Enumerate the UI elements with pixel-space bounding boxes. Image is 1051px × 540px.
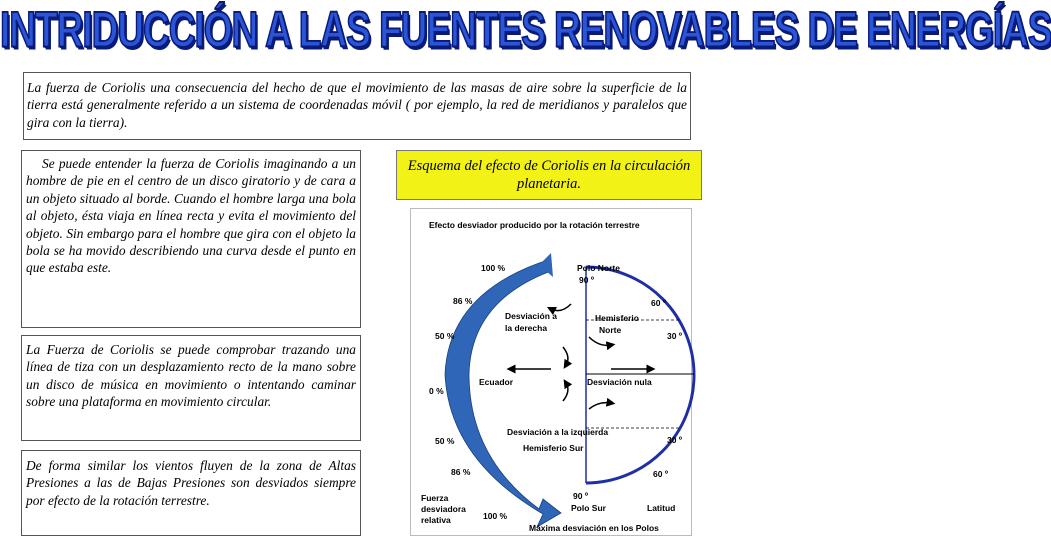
paragraph-vientos: De forma similar los vientos fluyen de la zona de Altas Presiones a las de Bajas Presiones son desviados siempre por efecto de la rotación terrestre. xyxy=(21,450,361,536)
label-hemisferio-norte-2: Norte xyxy=(599,325,622,335)
nh-arrow-3 xyxy=(563,347,568,365)
sh-arrow-1 xyxy=(563,383,568,401)
label-la-derecha: la derecha xyxy=(505,323,548,333)
label-relativa: relativa xyxy=(421,515,451,525)
label-100-top: 100 % xyxy=(481,263,506,273)
label-86-bottom: 86 % xyxy=(451,467,471,477)
page-title: INTRIDUCCIÓN A LAS FUENTES RENOVABLES DE ENERGÍAS xyxy=(0,2,1051,58)
figure-heading: Efecto desviador producido por la rotación terrestre xyxy=(429,220,640,230)
coriolis-diagram xyxy=(411,209,693,537)
label-0-pct: 0 % xyxy=(429,386,444,396)
label-90-top: 90 º xyxy=(579,275,594,285)
label-latitud: Latitud xyxy=(647,503,676,513)
nh-arrow-2 xyxy=(589,337,611,345)
label-60-top: 60 º xyxy=(651,298,666,308)
paragraph-linea-tiza: La Fuerza de Coriolis se puede comprobar trazando una línea de tiza con un desplazamiento recto de la mano sobre un disco de música en movimiento o intentando caminar sobre una plataforma en movimiento circular. xyxy=(21,335,361,441)
label-polo-sur: Polo Sur xyxy=(571,503,606,513)
label-desviacion-izquierda: Desviación a la izquierda xyxy=(507,427,609,437)
sh-arrow-2 xyxy=(589,403,611,409)
label-100-bottom: 100 % xyxy=(483,511,508,521)
figure-caption: Esquema del efecto de Coriolis en la circulación planetaria. xyxy=(396,150,702,200)
label-maxima-desviacion: Máxima desviación en los Polos xyxy=(529,523,659,533)
label-desviacion-a: Desviación a xyxy=(505,311,557,321)
label-hemisferio-sur: Hemisferio Sur xyxy=(523,443,584,453)
label-desviadora: desviadora xyxy=(421,504,466,514)
nh-arrow-1 xyxy=(551,304,571,311)
coriolis-figure xyxy=(410,208,692,536)
label-50-top: 50 % xyxy=(435,331,455,341)
label-90-bottom: 90 º xyxy=(573,491,588,501)
label-50-bottom: 50 % xyxy=(435,436,455,446)
label-86-top: 86 % xyxy=(453,296,473,306)
label-ecuador: Ecuador xyxy=(479,377,514,387)
label-desviacion-nula: Desviación nula xyxy=(587,377,652,387)
globe-outline xyxy=(586,267,694,483)
intro-text-box: La fuerza de Coriolis una consecuencia del hecho de que el movimiento de las masas de aire sobre la superficie de la tierra está generalmente referido a un sistema de coordenadas móvil ( por ejemplo, la red de meridianos y paralelos que gira con la tierra). xyxy=(23,72,691,140)
label-30-bottom: 30 º xyxy=(667,435,682,445)
label-30-top: 30 º xyxy=(667,331,682,341)
label-fuerza: Fuerza xyxy=(421,493,449,503)
paragraph-disco-giratorio: Se puede entender la fuerza de Coriolis imaginando a un hombre de pie en el centro de un disco giratorio y de cara a un objeto situado al borde. Cuando el hombre larga una bola al objeto, ésta viaja en línea recta y evita el movimiento del objeto. Sin embargo para el hombre que gira con el objeto la bola se ha movido describiendo una curva desde el punto en que estaba este. xyxy=(21,150,361,328)
label-60-bottom: 60 º xyxy=(653,469,668,479)
label-polo-norte: Polo Norte xyxy=(577,263,620,273)
label-hemisferio-norte-1: Hemisferio xyxy=(595,313,639,323)
